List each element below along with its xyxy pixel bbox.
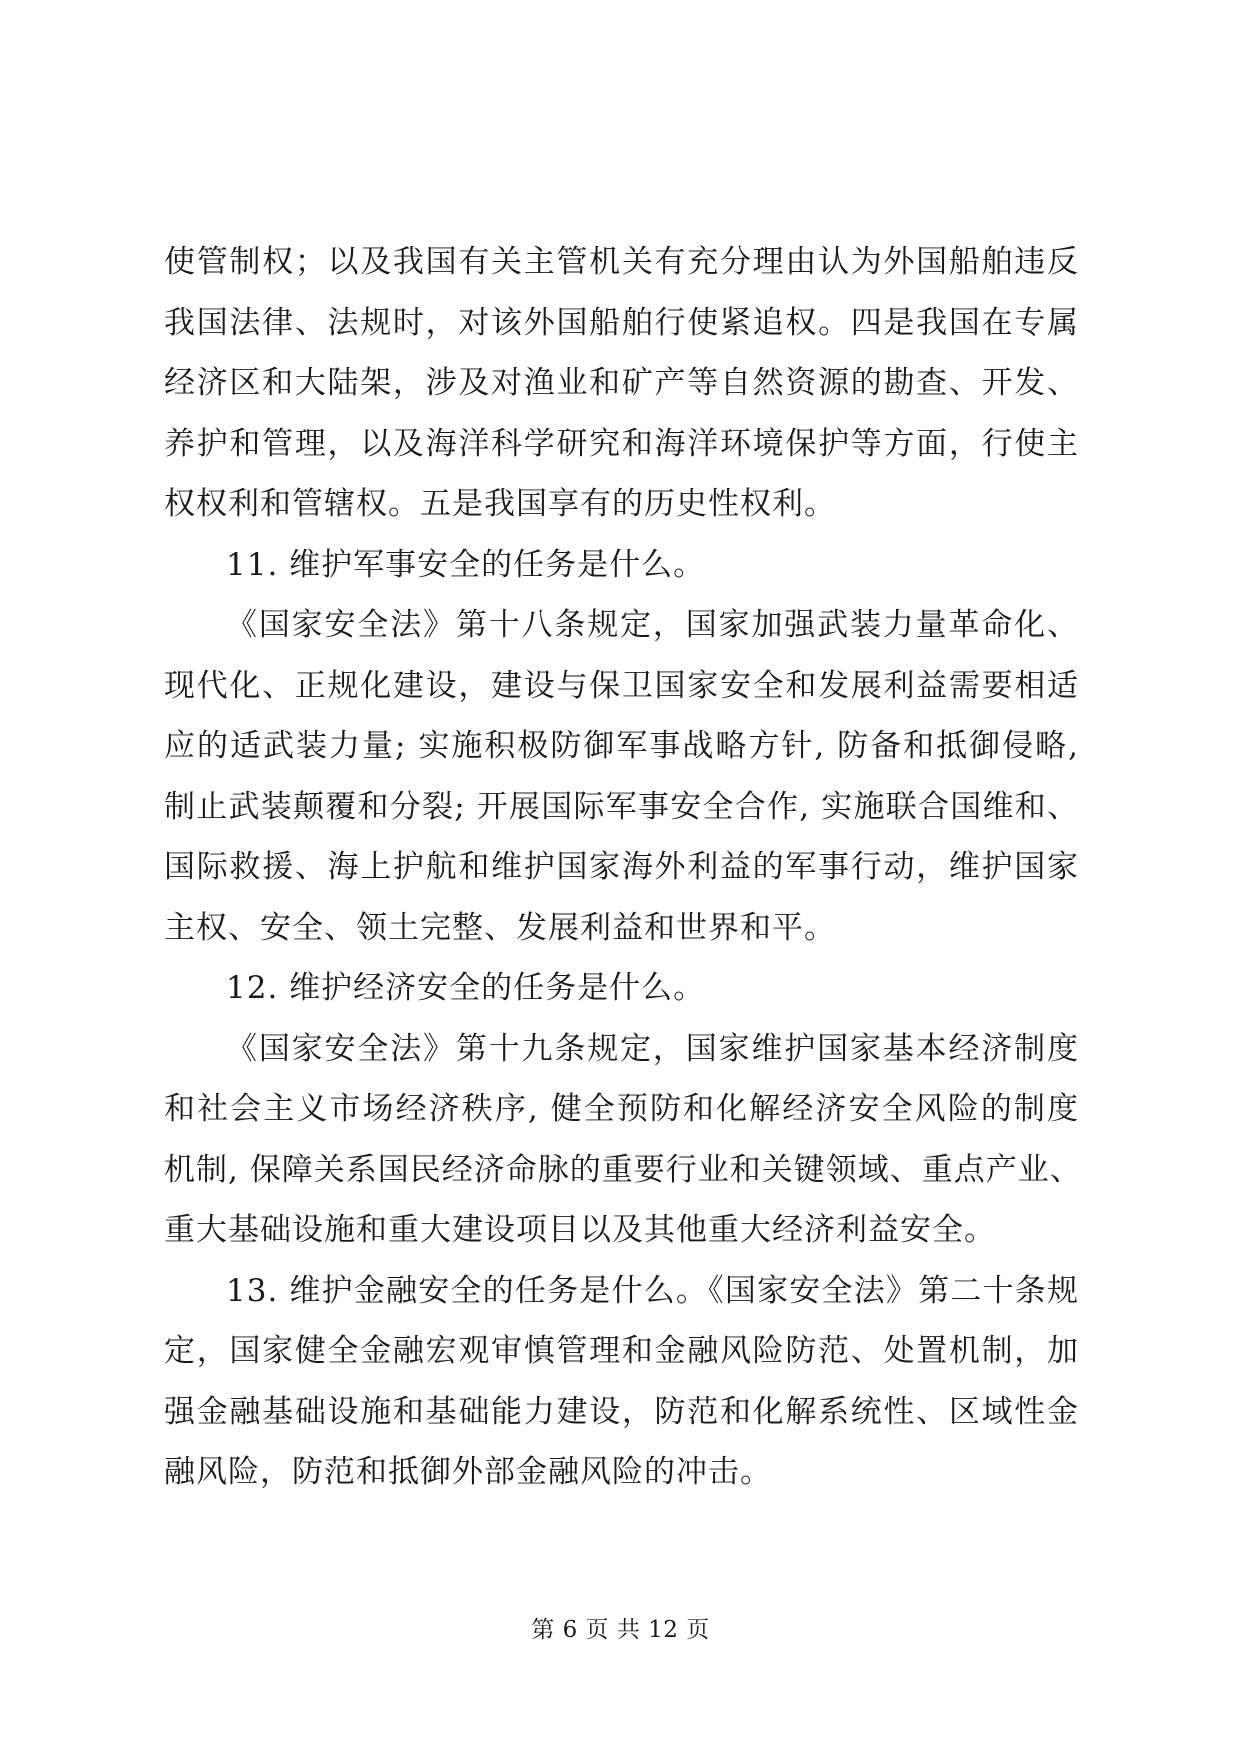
text-line: 养护和管理，以及海洋科学研究和海洋环境保护等方面，行使主 [164,425,1079,462]
text-line: 和社会主义市场经济秩序, 健全预防和化解经济安全风险的制度 [164,1091,1079,1127]
text-line: 定，国家健全金融宏观审慎管理和金融风险防范、处置机制，加 [164,1333,1079,1369]
text-line: 现代化、正规化建设，建设与保卫国家安全和发展利益需要相适 [164,667,1079,704]
text-line: 权权利和管辖权。五是我国享有的历史性权利。 [164,486,836,522]
question-heading-12: 12. 维护经济安全的任务是什么。 [226,970,706,1006]
text-line: 应的适武装力量; 实施积极防御军事战略方针, 防备和抵御侵略, [164,728,1079,764]
page-number-footer: 第 6 页 共 12 页 [531,1617,710,1643]
question-heading-11: 11. 维护军事安全的任务是什么。 [226,546,706,583]
text-line: 使管制权；以及我国有关主管机关有充分理由认为外国船舶违反 [164,244,1079,280]
question-heading-13: 13. 维护金融安全的任务是什么。《国家安全法》第二十条规 [226,1272,1079,1309]
text-line: 《国家安全法》第十八条规定，国家加强武装力量革命化、 [226,607,1079,643]
text-line: 国际救援、海上护航和维护国家海外利益的军事行动，维护国家 [164,849,1079,885]
text-line: 制止武装颠覆和分裂; 开展国际军事安全合作, 实施联合国维和、 [164,788,1079,825]
text-line: 重大基础设施和重大建设项目以及其他重大经济利益安全。 [164,1212,996,1248]
text-line: 《国家安全法》第十九条规定，国家维护国家基本经济制度 [226,1030,1079,1067]
text-line: 机制, 保障关系国民经济命脉的重要行业和关键领域、重点产业、 [164,1151,1082,1188]
text-line: 主权、安全、领土完整、发展利益和世界和平。 [164,909,836,946]
text-line: 经济区和大陆架，涉及对渔业和矿产等自然资源的勘查、开发、 [164,365,1079,401]
text-line: 我国法律、法规时，对该外国船舶行使紧追权。四是我国在专属 [164,304,1079,341]
body-text [164,232,1082,1503]
text-line: 融风险，防范和抵御外部金融风险的冲击。 [164,1454,772,1490]
text-line: 强金融基础设施和基础能力建设，防范和化解系统性、区域性金 [164,1393,1079,1430]
